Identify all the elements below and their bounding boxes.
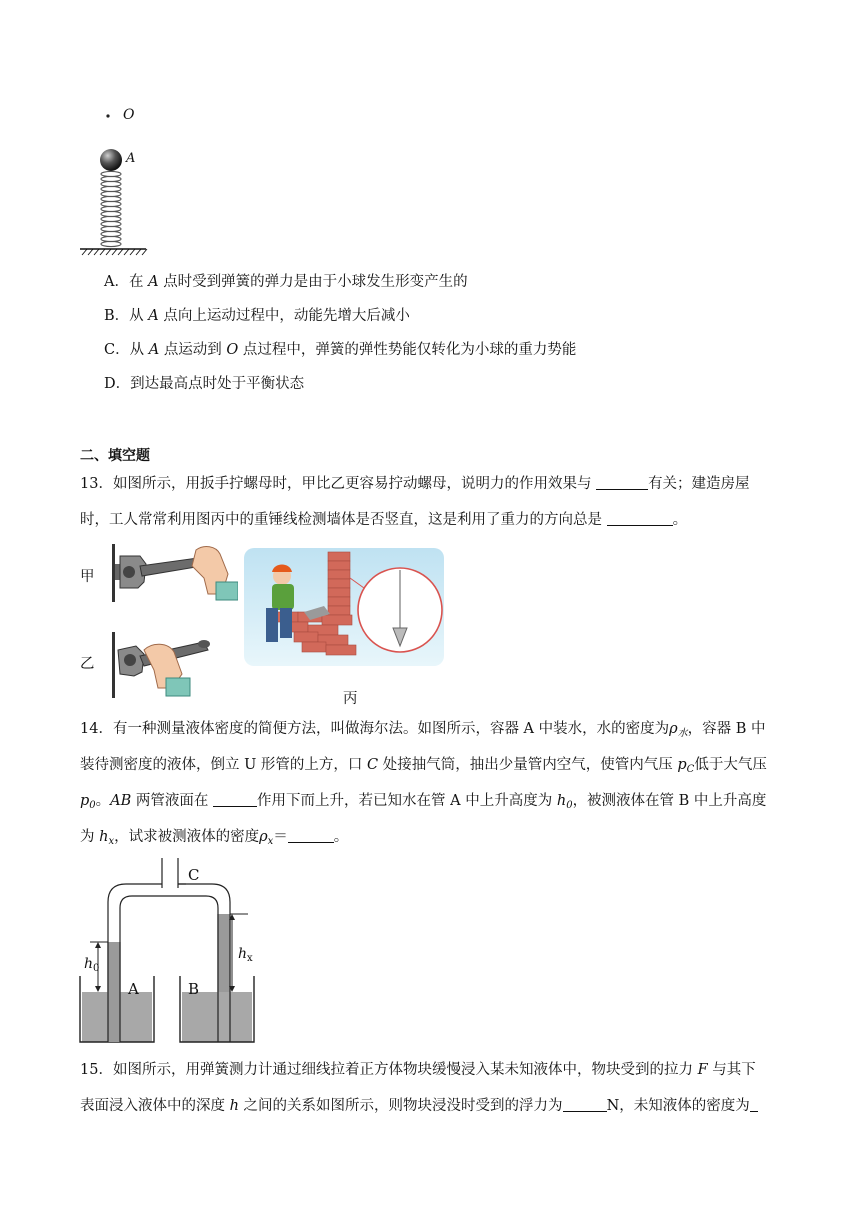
fig-label-B: B <box>188 980 200 998</box>
wrench-figure-jia <box>112 542 238 604</box>
option-b: B．从 A 点向上运动过程中，动能先增大后减小 <box>104 308 410 324</box>
label-O: O <box>123 107 135 123</box>
blank[interactable] <box>213 792 257 807</box>
q14-line1: 14．有一种测量液体密度的简便方法，叫做海尔法。如图所示，容器 A 中装水，水的密度为$\rho_水$，容器 B 中 <box>80 721 766 739</box>
hare-apparatus-figure <box>76 852 262 1048</box>
option-d: D．到达最高点时处于平衡状态 <box>104 376 305 392</box>
q14-line4: 为 $h_x$，试求被测液体的密度$\rho_x=$ 。 <box>80 829 349 847</box>
q13-line1: 13．如图所示，用扳手拧螺母时，甲比乙更容易拧动螺母，说明力的作用效果与 有关；建造房屋 <box>80 476 750 492</box>
blank[interactable] <box>607 511 673 526</box>
option-a: A．在 A 点时受到弹簧的弹力是由于小球发生形变产生的 <box>104 274 468 290</box>
label-jia: 甲 <box>80 569 95 585</box>
label-bing: 丙 <box>343 691 358 707</box>
q14-line3: $p_0$。AB 两管液面在 作用下而上升，若已知水在管 A 中上升高度为 $h_0$，被测液体在管 B 中上升高度 <box>80 793 767 811</box>
blank[interactable] <box>596 475 648 490</box>
figure-spring-ball <box>78 100 158 260</box>
label-yi: 乙 <box>80 656 95 672</box>
option-c: C．从 A 点运动到 O 点过程中，弹簧的弹性势能仅转化为小球的重力势能 <box>104 342 577 358</box>
fig-label-C: C <box>188 866 200 884</box>
section-title: 二、填空题 <box>80 448 150 464</box>
blank[interactable] <box>750 1097 758 1112</box>
fig-label-hx: $h_x$ <box>238 946 253 964</box>
q14-line2: 装待测密度的液体，倒立 U 形管的上方，口 C 处接抽气筒，抽出少量管内空气，使管内气压 $p_C$低于大气压 <box>80 757 767 775</box>
blank[interactable] <box>563 1097 607 1112</box>
q15-line2: 表面浸入液体中的深度 h 之间的关系如图所示，则物块浸没时受到的浮力为 N，未知液体的密度为 <box>80 1094 758 1115</box>
fig-label-A: A <box>128 980 139 998</box>
q15-line1: 15．如图所示，用弹簧测力计通过细线拉着正方体物块缓慢浸入某未知液体中，物块受到的拉力 F 与其下 <box>80 1062 756 1078</box>
plumb-line-figure-bing <box>244 548 444 666</box>
wrench-figure-yi <box>112 630 238 700</box>
fig-label-h0: $h_0$ <box>84 956 100 974</box>
label-A: A <box>126 151 136 166</box>
blank[interactable] <box>288 828 334 843</box>
q13-line2: 时，工人常常利用图丙中的重锤线检测墙体是否竖直，这是利用了重力的方向总是 。 <box>80 512 688 528</box>
